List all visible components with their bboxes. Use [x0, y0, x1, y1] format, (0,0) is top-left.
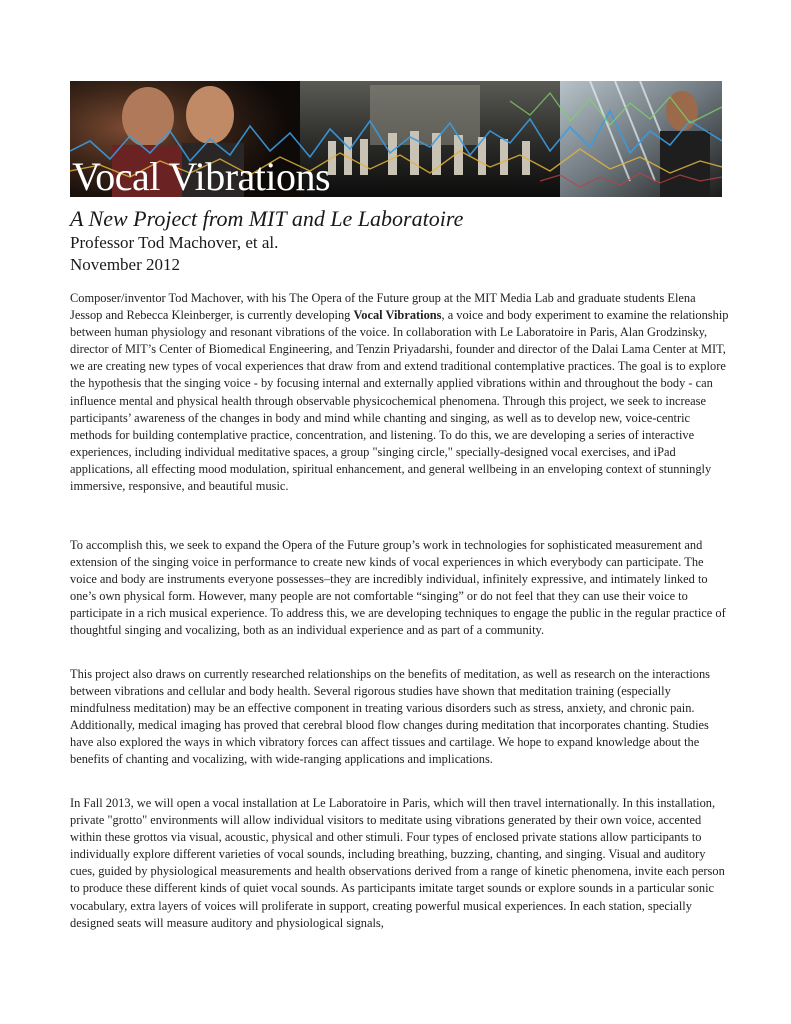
banner-title: Vocal Vibrations — [72, 154, 331, 197]
paragraph-1 — [70, 290, 730, 495]
paragraph-1-intro: Composer/inventor Tod Machover, with his The Opera of the Future group at the MIT Media Lab and graduate students Elena Jessop and Rebecca Kleinberger, is currently developing — [70, 291, 696, 323]
document-subtitle: A New Project from MIT and Le Laboratoire — [70, 206, 464, 231]
paragraph-4: In Fall 2013, we will open a vocal installation at Le Laboratoire in Paris, which will then travel internationally. In this installation, private "grotto" environments will allow individual visitors to meditate using vibrations generated by their own voice, accented within these grottos via visual, acoustic, physical and other stimuli. Four types of enclosed private stations allow participants to individually explore different varieties of vocal sounds, including breathing, buzzing, chanting, and singing. Visual and auditory cues, guided by physiological measurements and health observations derived from a range of kinetic phenomena, invite each person to produce these different kinds of quiet vocal sounds. As participants imitate target sounds or explore sounds in a particular sonic vocabulary, extra layers of voices will proliferate in support, creating powerful musical experiences. In each station, specially designed seats will measure auditory and physiological signals, — [70, 796, 725, 930]
project-name-bold: Vocal Vibrations — [353, 308, 442, 323]
document-author: Professor Tod Machover, et al. — [70, 233, 279, 252]
portrait-face-right — [186, 86, 234, 144]
header-banner — [70, 81, 722, 197]
window-person-body — [660, 131, 710, 197]
paragraph-1-body: , a voice and body experiment to examine the relationship between human physiology and resonant vibrations of the voice. In collaboration with Le Laboratoire in Paris, Alan Grodzinsky, director of MIT’s Center of Biomedical Engineering, and Tenzin Priyadarshi, founder and director of the Dalai Lama Center at MIT, we are creating new types of vocal experiences that draw from and extend traditional contemplative practices. The goal is to explore the hypothesis that the singing voice - by focusing internal and externally applied vibrations within and throughout the body - can influence mental and physical health through observable physicochemical phenomena. Through this project, we seek to increase participants’ awareness of the changes in body and mind while chanting and singing, as well as to develop new, voice-centric methods for building contemplative practice, concentration, and listening. To do this, we are developing a series of interactive experiences, including individual meditative spaces, a group "singing circle," specially-designed vocal exercises, and iPad applications, all effecting mood modulation, spiritual enhancement, and general wellbeing in an enveloping context of stunningly immersive, responsive, and beautiful music. — [70, 308, 729, 494]
paragraph-3: This project also draws on currently researched relationships on the benefits of meditation, as well as research on the interactions between vibrations and cellular and body health. Several rigorous studies have shown that meditation training (especially mindfulness meditation) may be an effective component in treating various disorders such as stress, anxiety, and chronic pain. Additionally, medical imaging has proved that cerebral blood flow changes during meditation that incorporates chanting. Studies have also explored the ways in which vibratory forces can affect tissues and cartilage. We hope to expand knowledge about the benefits of chanting and vocalizing, with wide-ranging applications and implications. — [70, 667, 710, 767]
portrait-face-left — [122, 87, 174, 147]
paragraph-2: To accomplish this, we seek to expand the Opera of the Future group’s work in technologies for sophisticated measurement and extension of the singing voice in performance to create new kinds of vocal experiences in which everybody can participate. The voice and body are instruments everyone possesses–they are incredibly individual, infinitely expressive, and intimately linked to one’s own physical form. However, many people are not comfortable “singing” or do not feel that they can use their voice to participate in a rich musical experience. To address this, we are developing techniques to engage the public in the regular practice of thoughtful singing and vocalizing, both as an individual experience and as part of a community. — [70, 538, 726, 638]
document-date: November 2012 — [70, 255, 181, 274]
choir-hall-wall — [370, 85, 480, 145]
